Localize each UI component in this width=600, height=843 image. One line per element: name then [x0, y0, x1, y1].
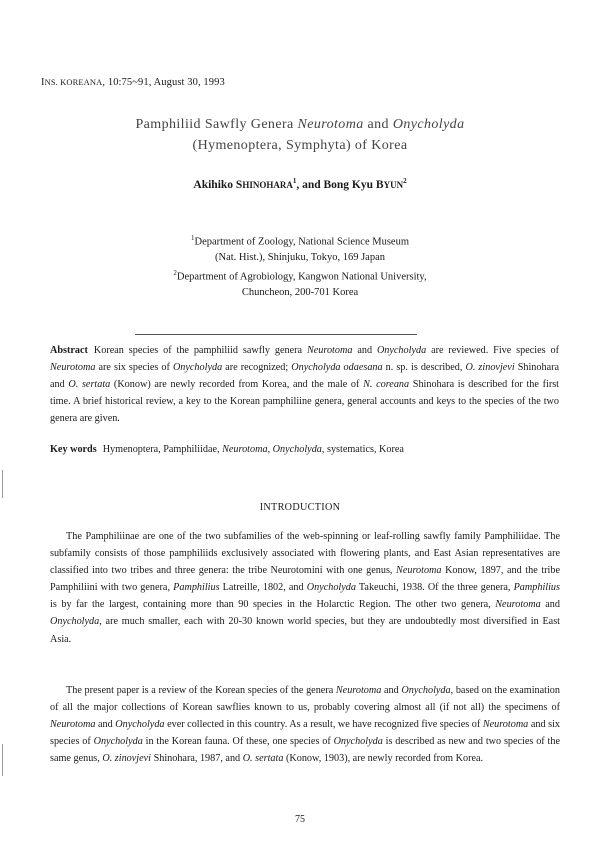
abstract-label: Abstract — [50, 345, 88, 356]
page-number: 75 — [295, 814, 305, 825]
affiliation-1-line-2: (Nat. Hist.), Shinjuku, Tokyo, 169 Japan — [215, 252, 385, 263]
paper-title-line-2: (Hymenoptera, Symphyta) of Korea — [192, 138, 408, 153]
abstract-divider — [135, 334, 417, 335]
scan-margin-mark — [2, 744, 3, 776]
intro-paragraph-2: The present paper is a review of the Korean species of the genera Neurotoma and Onycholyda, based on the examination of all the major collections of Korean sawflies known to us, probably covering almost all (if not all) the specimens of Neurotoma and Onycholyda ever collected in this country. As a result, we have recognized five species of Neurotoma and six species of Onycholyda in the Korean fauna. Of these, one species of Onycholyda is described as new and two species of the same genus, O. zinovjevi Shinohara, 1987, and O. sertata (Konow, 1903), are newly recorded from Korea. — [50, 685, 560, 765]
journal-reference: INS. KOREANA, 10:75~91, August 30, 1993 — [41, 77, 225, 88]
abstract: Abstract Korean species of the pamphiliid sawfly genera Neurotoma and Onycholyda are reviewed. Five species of Neurotoma are six species of Onycholyda are recognized; Onycholyda odaesana n. sp. is described, O. zinovjevi Shinohara and O. sertata (Konow) are newly recorded from Korea, and the male of N. coreana Shinohara is described for the first time. A brief historical review, a key to the Korean pamphiliine genera, general accounts and keys to the species of the two genera are given. — [50, 345, 560, 424]
section-heading-introduction: INTRODUCTION — [259, 502, 341, 513]
affiliation-2-line-1: $^2$Department of Agrobiology, Kangwon National University, — [173, 269, 427, 283]
intro-paragraph-1: The Pamphiliinae are one of the two subfamilies of the web-spinning or leaf-rolling sawfly family Pamphiliidae. The subfamily consists of those pamphiliids exclusively associated with flowering plants, and East Asian representatives are classified into two tribes and three genera: the tribe Neurotomini with one genus, Neurotoma Konow, 1897, and the tribe Pamphiliini with two genera, Pamphilius Latreille, 1802, and Onycholyda Takeuchi, 1938. Of the three genera, Pamphilius is by far the largest, containing more than 90 species in the Holarctic Region. The other two genera, Neurotoma and Onycholyda, are much smaller, each with 20-30 known world species, but they are undoubtedly most diversified in East Asia. — [50, 531, 560, 645]
keywords-label: Key words — [50, 444, 97, 455]
scan-margin-mark — [2, 470, 3, 498]
author-list: Akihiko SHINOHARA$^1$, and Bong Kyu BYUN$^2$ — [193, 177, 407, 191]
paper-title-line-1: Pamphiliid Sawfly Genera Neurotoma and Onycholyda — [135, 117, 465, 132]
keywords: Key words Hymenoptera, Pamphiliidae, Neurotoma, Onycholyda, systematics, Korea — [50, 444, 404, 455]
affiliation-1-line-1: $^1$Department of Zoology, National Science Museum — [190, 234, 409, 248]
affiliation-2-line-2: Chuncheon, 200-701 Korea — [241, 287, 359, 298]
